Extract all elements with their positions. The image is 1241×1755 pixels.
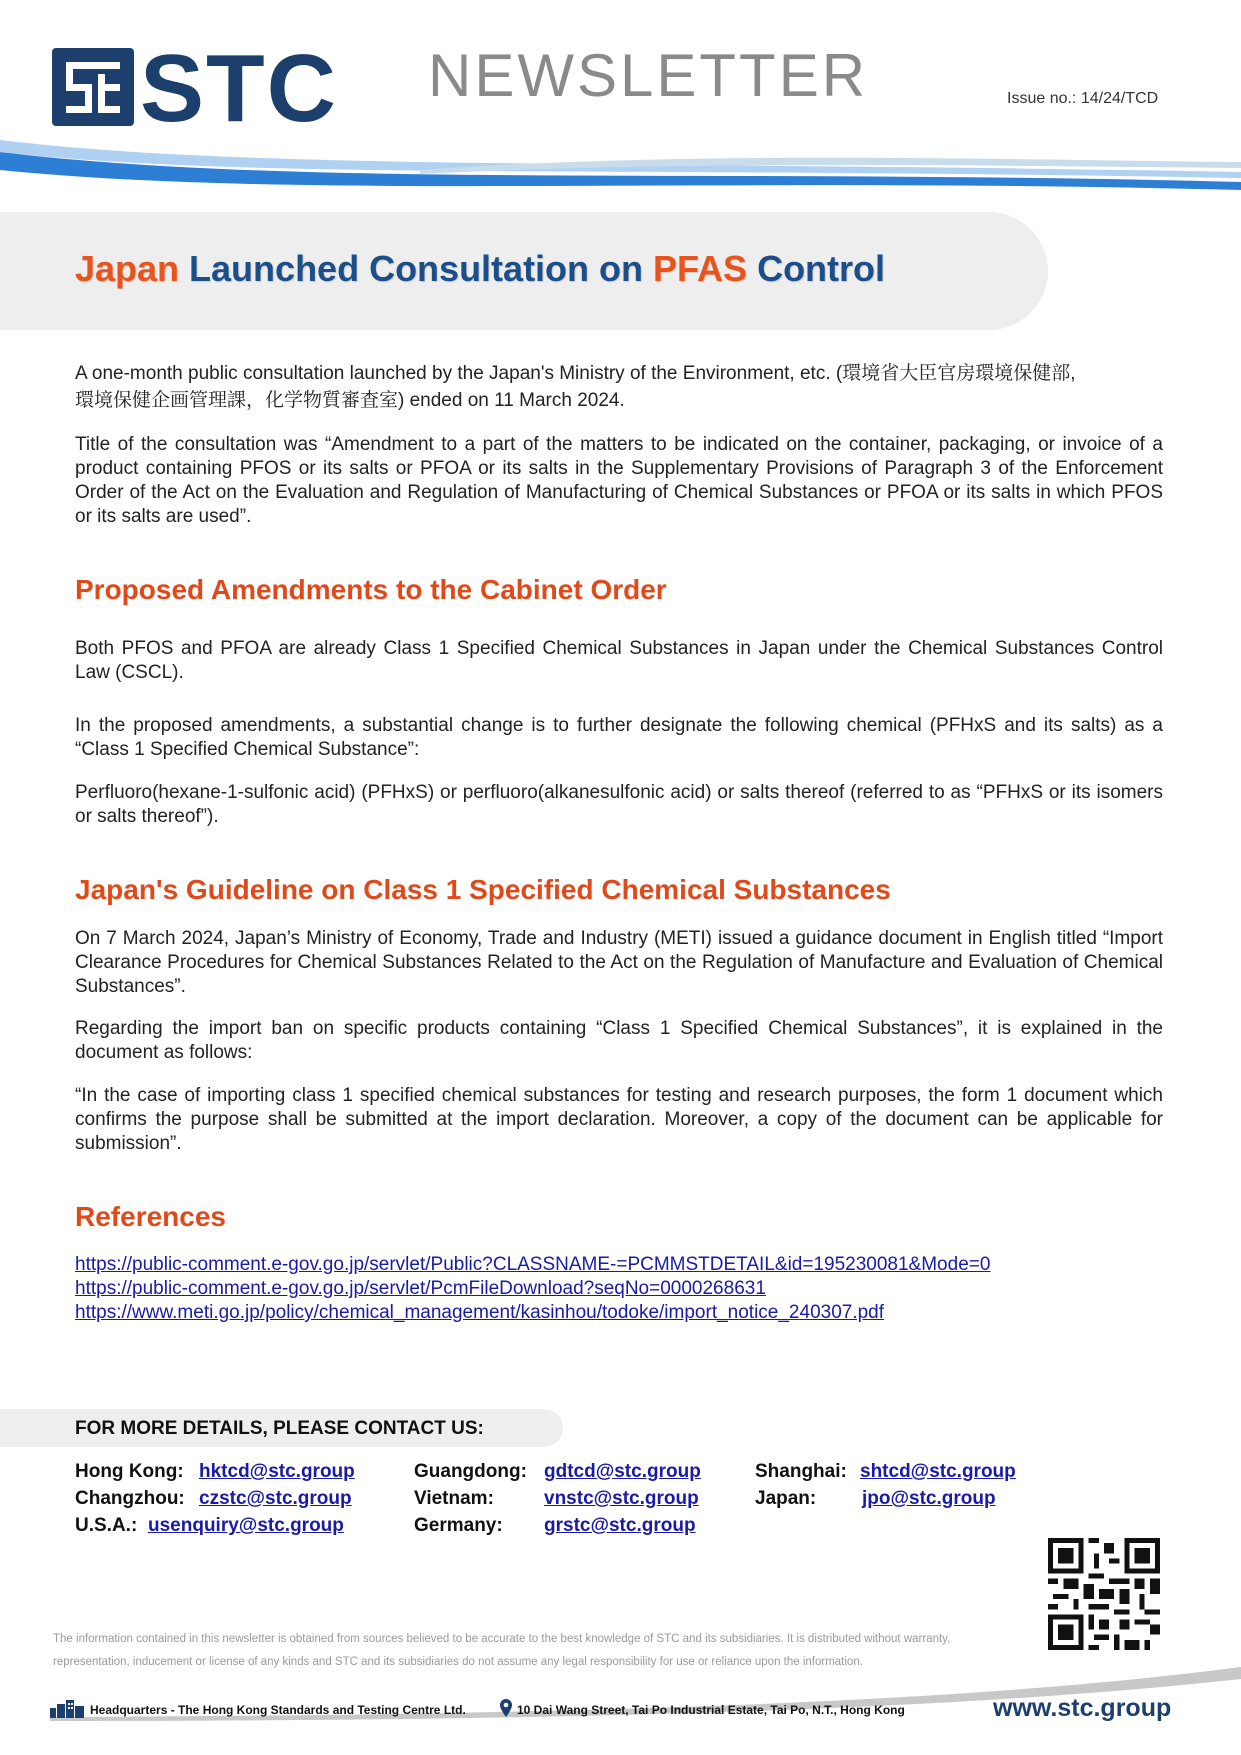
reference-link-3[interactable]: https://www.meti.go.jp/policy/chemical_management/kasinhou/todoke/import_notice_240307.pdf [75,1302,885,1323]
disclaimer-text: The information contained in this newsletter is obtained from sources believed to be accurate to the best knowledge of STC and its subsidiaries. It is distributed without warranty, representation, inducement or license of any kinds and STC and its subsidiaries do not assume any legal responsibility for use or reliance upon the information. [53,1633,951,1668]
contact-email-usa[interactable]: usenquiry@stc.group [148,1515,344,1536]
header-wave-decoration [0,140,1241,210]
contact-email-germany[interactable]: grstc@stc.group [544,1515,696,1536]
contact-email-vietnam[interactable]: vnstc@stc.group [544,1488,699,1509]
title-part-end: Control [747,248,886,289]
headquarters-text: Headquarters - The Hong Kong Standards and Testing Centre Ltd. [90,1703,466,1717]
issue-number: Issue no.: 14/24/TCD [1007,90,1159,107]
qr-code-icon [1048,1538,1160,1650]
contact-label-guangdong: Guangdong: [414,1461,527,1482]
building-icon [50,1700,84,1718]
page-title [75,248,885,290]
reference-link-2[interactable]: https://public-comment.e-gov.go.jp/servlet/PcmFileDownload?seqNo=0000268631 [75,1278,766,1299]
contact-email-changzhou[interactable]: czstc@stc.group [199,1488,352,1509]
title-part-mid: Launched Consultation on [179,248,654,289]
contact-heading: FOR MORE DETAILS, PLEASE CONTACT US: [75,1418,484,1439]
intro-line-2: 環境保健企画管理課，化学物質審査室) ended on 11 March 2024. [75,390,625,411]
section2-paragraph-3: “In the case of importing class 1 specified chemical substances for testing and research purposes, the form 1 document which confirms the purpose shall be submitted at the import declaration. Moreover, a copy of the document can be applicable for submission”. [75,1085,1163,1154]
contact-email-hong-kong[interactable]: hktcd@stc.group [199,1461,355,1482]
intro-paragraph-1 [75,360,1163,414]
contact-label-germany: Germany: [414,1515,503,1536]
section-heading-cabinet-order: Proposed Amendments to the Cabinet Order [75,574,667,605]
contact-email-shanghai[interactable]: shtcd@stc.group [860,1461,1016,1482]
reference-link-1[interactable]: https://public-comment.e-gov.go.jp/servlet/Public?CLASSNAME-=PCMMSTDETAIL&id=195230081&Mode=0 [75,1254,991,1275]
stc-logo-mark [52,48,134,126]
headquarters-address: 10 Dai Wang Street, Tai Po Industrial Estate, Tai Po, N.T., Hong Kong [517,1703,905,1717]
intro-line-1: A one-month public consultation launched by the Japan's Ministry of the Environment, etc. (環境省大臣官房環境保健部, [75,363,1076,384]
section1-paragraph-3: Perfluoro(hexane-1-sulfonic acid) (PFHxS) or perfluoro(alkanesulfonic acid) or salts thereof (referred to as “PFHxS or its isomers or salts thereof”). [75,782,1163,827]
section-heading-guideline: Japan's Guideline on Class 1 Specified Chemical Substances [75,874,891,905]
section1-paragraph-1: Both PFOS and PFOA are already Class 1 Specified Chemical Substances in Japan under the Chemical Substances Control Law (CSCL). [75,638,1163,683]
title-part-japan: Japan [75,248,180,289]
intro-paragraph-2: Title of the consultation was “Amendment to a part of the matters to be indicated on the container, packaging, or invoice of a product containing PFOS or its salts or PFOA or its salts in the Supplementary Provisions of Paragraph 3 of the Enforcement Order of the Act on the Evaluation and Regulation of Manufacturing of Chemical Substances or PFOA or its salts in which PFOS or its salts are used”. [75,434,1163,527]
section2-paragraph-1: On 7 March 2024, Japan’s Ministry of Economy, Trade and Industry (METI) issued a guidance document in English titled “Import Clearance Procedures for Chemical Substances Related to the Act on the Regulation of Manufacture and Evaluation of Chemical Substances”. [75,928,1163,997]
contact-label-hong-kong: Hong Kong: [75,1461,184,1482]
contact-label-japan: Japan: [755,1488,817,1509]
website-link[interactable]: www.stc.group [993,1694,1172,1722]
contact-email-guangdong[interactable]: gdtcd@stc.group [544,1461,701,1482]
contact-label-usa: U.S.A.: [75,1515,138,1536]
newsletter-label: NEWSLETTER [428,42,869,109]
section1-paragraph-2: In the proposed amendments, a substantial change is to further designate the following chemical (PFHxS and its salts) as a “Class 1 Specified Chemical Substance”: [75,715,1163,760]
location-pin-icon [500,1699,512,1717]
contact-email-japan[interactable]: jpo@stc.group [862,1488,996,1509]
contact-label-vietnam: Vietnam: [414,1488,494,1509]
contact-label-shanghai: Shanghai: [755,1461,847,1482]
title-part-pfas: PFAS [653,248,748,289]
stc-logo-text: STC [140,35,338,142]
contact-label-changzhou: Changzhou: [75,1488,185,1509]
section-heading-references: References [75,1201,226,1232]
section2-paragraph-2: Regarding the import ban on specific products containing “Class 1 Specified Chemical Substances”, it is explained in the document as follows: [75,1018,1163,1063]
